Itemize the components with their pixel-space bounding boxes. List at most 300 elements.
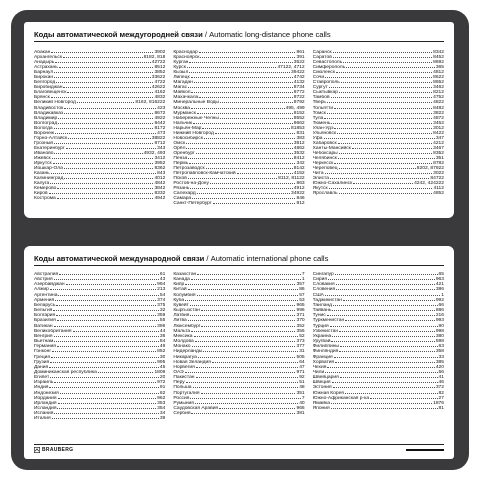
dot-leader	[199, 52, 296, 53]
dialing-code: 54	[159, 292, 166, 298]
dialing-code: 992	[435, 297, 444, 303]
dialing-code: 8112, 81122	[278, 176, 305, 182]
dialing-code: 386	[435, 287, 444, 293]
dialing-code: 374	[157, 297, 166, 303]
location-name: Салехард	[173, 191, 196, 197]
dialing-code: 831	[296, 130, 305, 136]
dot-leader	[188, 158, 293, 159]
dot-leader	[219, 408, 295, 409]
location-name: Аргентина	[34, 292, 58, 298]
dialing-code: 495, 499	[285, 105, 305, 111]
dialing-code: 4132	[293, 80, 305, 86]
brand-logo-icon	[34, 447, 40, 453]
location-name: Южно-Сахалинск	[312, 181, 353, 187]
dot-leader	[186, 143, 293, 144]
location-name: Набережные Челны	[173, 115, 219, 121]
dialing-code: 33	[438, 354, 444, 360]
location-name: Красноярск	[173, 55, 200, 61]
location-name: Грозный	[34, 140, 53, 146]
dot-leader	[55, 300, 156, 301]
location-name: Сочи	[312, 75, 325, 81]
code-row	[313, 191, 444, 196]
location-name: Кувейт	[173, 302, 189, 308]
location-name: Оренбург	[173, 150, 195, 156]
dot-leader	[57, 320, 159, 321]
location-name: Колумбия	[173, 292, 196, 298]
dialing-code: 66	[438, 302, 444, 308]
dialing-code: 8712	[154, 140, 166, 146]
location-name: Рязань	[173, 186, 190, 192]
dot-leader	[53, 310, 159, 311]
dot-leader	[352, 148, 432, 149]
dialing-code: 8672	[154, 110, 166, 116]
dialing-code: 86	[299, 287, 305, 293]
dot-leader	[54, 72, 153, 73]
dot-leader	[49, 193, 154, 194]
dialing-code: 4872	[433, 115, 444, 121]
dialing-code: 3467	[433, 145, 444, 151]
dialing-code: 84	[159, 339, 166, 345]
dialing-code: 46	[438, 380, 444, 386]
location-name: Португалия	[173, 390, 200, 396]
dot-leader	[332, 336, 435, 337]
dialing-code: 44	[159, 328, 166, 334]
dialing-code: 3522	[293, 60, 305, 66]
dialing-code: 962	[157, 395, 166, 401]
dot-leader	[331, 97, 433, 98]
dialing-code: 3022	[433, 171, 444, 177]
dot-leader	[77, 102, 135, 103]
location-name: Румыния	[173, 400, 194, 406]
dot-leader	[60, 393, 159, 394]
dot-leader	[54, 153, 142, 154]
location-name: Мурманск	[173, 110, 196, 116]
dialing-code: 52	[299, 333, 305, 339]
dot-leader	[63, 57, 143, 58]
dialing-code: 4912	[293, 186, 305, 192]
dot-leader	[206, 168, 293, 169]
dialing-code: 48	[299, 385, 305, 391]
page-footer	[34, 444, 444, 455]
location-name: Мексика	[173, 333, 193, 339]
location-name: Молдова	[173, 339, 194, 345]
dot-leader	[67, 92, 153, 93]
location-name: Челябинск	[312, 155, 337, 161]
dialing-code: 61	[159, 272, 166, 277]
location-name: Белгород	[34, 80, 56, 86]
dot-leader	[64, 113, 153, 114]
location-name: Ямайка	[312, 400, 330, 406]
dialing-code: 55	[159, 318, 166, 324]
dialing-code: 8202, 87922	[416, 166, 444, 172]
dot-leader	[188, 320, 296, 321]
dot-leader	[191, 108, 285, 109]
dot-leader	[51, 97, 154, 98]
dialing-code: 3952	[154, 161, 166, 167]
dot-leader	[50, 362, 156, 363]
dialing-code: 1	[301, 277, 305, 283]
dot-leader	[191, 331, 295, 332]
dot-leader	[325, 295, 440, 296]
location-name: Нальчик	[173, 120, 193, 126]
dot-leader	[327, 102, 432, 103]
location-name: Украина	[312, 333, 332, 339]
dialing-code: 1809	[154, 369, 166, 375]
dialing-code: 354	[157, 406, 166, 412]
dialing-code: 8212	[433, 90, 444, 96]
dot-leader	[200, 57, 295, 58]
dot-leader	[201, 326, 295, 327]
code-row	[34, 416, 165, 421]
dot-leader	[50, 377, 159, 378]
dot-leader	[333, 52, 432, 53]
location-name: Иркутск	[34, 161, 52, 167]
location-name: Вьетнам	[34, 339, 54, 345]
location-name: Южно-Африканская р-ка	[312, 395, 370, 401]
dialing-code: 966	[296, 406, 305, 412]
dot-leader	[339, 168, 416, 169]
dot-leader	[196, 367, 298, 368]
location-name: Ватикан	[34, 323, 53, 329]
location-name: Пермь	[173, 161, 189, 167]
dialing-code: 27	[438, 395, 444, 401]
dot-leader	[324, 118, 432, 119]
location-name: Воронеж	[34, 130, 55, 136]
dot-leader	[54, 341, 158, 342]
dot-leader	[189, 72, 290, 73]
location-name: Кызыл	[173, 70, 189, 76]
dialing-code: 372	[435, 385, 444, 391]
location-name: Благовещенск	[34, 90, 67, 96]
dialing-code: 370	[296, 318, 305, 324]
dot-leader	[197, 193, 290, 194]
dot-leader	[327, 315, 435, 316]
dot-leader	[50, 183, 153, 184]
code-row	[34, 196, 165, 201]
location-name: Венгрия	[34, 333, 53, 339]
dialing-code: 4242, 424222	[414, 181, 444, 187]
dialing-code: 8772	[293, 90, 305, 96]
location-name: Никарагуа	[173, 354, 197, 360]
dialing-code: 4922	[154, 115, 166, 121]
location-name: Италия	[34, 416, 51, 422]
dot-leader	[191, 413, 295, 414]
dialing-code: 51	[299, 380, 305, 386]
dialing-code: 36	[159, 333, 166, 339]
location-name: Узбекистан	[312, 328, 339, 334]
dot-leader	[328, 279, 435, 280]
location-name: Монако	[173, 344, 191, 350]
location-name: Азербайджан	[34, 282, 65, 288]
location-name: Турция	[312, 323, 329, 329]
location-name: Горно-Алтайск	[34, 135, 68, 141]
dialing-code: 7	[301, 395, 305, 401]
dot-leader	[57, 188, 153, 189]
dot-leader	[336, 289, 435, 290]
dot-leader	[54, 77, 151, 78]
dialing-code: 90	[438, 323, 444, 329]
dialing-code: 993	[435, 318, 444, 324]
location-name: Новосибирск	[173, 135, 203, 141]
location-name: Севастополь	[312, 60, 343, 66]
dot-leader	[187, 67, 277, 68]
dialing-code: 357	[296, 282, 305, 288]
location-name: Куба	[173, 297, 185, 303]
location-name: Тольятти	[312, 105, 334, 111]
footer-bar	[406, 449, 444, 452]
location-name: Омск	[173, 140, 186, 146]
dot-leader	[54, 382, 156, 383]
dialing-code: 995	[157, 359, 166, 365]
dot-leader	[336, 284, 435, 285]
dialing-code: 33622	[151, 75, 166, 81]
dialing-code: 3852	[154, 70, 166, 76]
location-name: Чита	[312, 171, 324, 177]
dialing-code: 353	[157, 400, 166, 406]
dot-leader	[54, 326, 157, 327]
dot-leader	[197, 113, 293, 114]
dot-leader	[331, 403, 432, 404]
dialing-code: 380	[435, 333, 444, 339]
dot-leader	[64, 178, 153, 179]
location-name: Псков	[173, 176, 187, 182]
dialing-code: 4862	[293, 145, 305, 151]
location-name: Бразилия	[34, 318, 56, 324]
dialing-code: 351	[435, 155, 444, 161]
dot-leader	[57, 198, 154, 199]
dot-leader	[202, 128, 290, 129]
dialing-code: 4752	[433, 95, 444, 101]
dot-leader	[54, 128, 154, 129]
location-name: Индонезия	[34, 390, 59, 396]
dialing-code: 421	[435, 282, 444, 288]
location-name: Вологда	[34, 125, 53, 131]
dialing-code: 4812	[433, 70, 444, 76]
location-name: Австралия	[34, 272, 59, 277]
location-name: Норвегия	[173, 364, 195, 370]
dialing-code: 45	[159, 364, 166, 370]
location-name: Туркменистан	[312, 318, 345, 324]
dot-leader	[201, 393, 296, 394]
location-name: Сингапур	[312, 272, 334, 277]
location-name: Польша	[173, 385, 192, 391]
dot-leader	[188, 178, 277, 179]
location-name: Казань	[34, 171, 50, 177]
dot-leader	[341, 82, 432, 83]
dot-leader	[353, 183, 413, 184]
location-name: Самара	[173, 196, 192, 202]
dialing-code: 41	[438, 375, 444, 381]
location-name: Барнаул	[34, 70, 54, 76]
location-name: Финляндия	[312, 349, 339, 355]
location-name: Магадан	[173, 80, 193, 86]
dot-leader	[194, 82, 293, 83]
location-name: Словакия	[312, 282, 335, 288]
dialing-code: 4162	[154, 90, 166, 96]
domestic-column-2	[173, 50, 304, 206]
dot-leader	[56, 305, 156, 306]
dialing-code: 8182, 818	[143, 55, 166, 61]
dialing-code: 65	[438, 272, 444, 277]
dialing-code: 30	[159, 354, 166, 360]
dot-leader	[57, 408, 156, 409]
dialing-code: 216	[435, 313, 444, 319]
dot-leader	[58, 398, 157, 399]
domestic-columns	[34, 50, 444, 206]
dialing-code: 385	[435, 359, 444, 365]
location-name: Петрозаводск	[173, 166, 205, 172]
location-name: Новая Зеландия	[173, 359, 211, 365]
location-name: Тула	[312, 115, 324, 121]
dialing-code: 8352	[433, 150, 444, 156]
location-name: Липецк	[173, 75, 190, 81]
location-name: Чехия	[312, 364, 327, 370]
location-name: Махачкала	[173, 95, 199, 101]
location-name: Сыктывкар	[312, 90, 338, 96]
dialing-code: 3532	[293, 150, 305, 156]
location-name: Доминиканская республика	[34, 369, 97, 375]
dialing-code: 375	[157, 302, 166, 308]
dialing-code: 996	[296, 308, 305, 314]
dot-leader	[50, 289, 156, 290]
dialing-code: 8782	[433, 161, 444, 167]
dot-leader	[73, 331, 159, 332]
dot-leader	[195, 403, 298, 404]
location-name: Армения	[34, 297, 55, 303]
location-name: Симферополь	[312, 65, 346, 71]
dialing-code: 49	[159, 344, 166, 350]
dialing-code: 47	[299, 364, 305, 370]
dialing-code: 3452	[433, 120, 444, 126]
dot-leader	[98, 372, 154, 373]
international-section-title	[34, 254, 444, 266]
location-name: Таджикистан	[312, 297, 342, 303]
dialing-code: 971	[296, 369, 305, 375]
location-name: Австрия	[34, 277, 53, 283]
dot-leader	[338, 158, 435, 159]
dot-leader	[333, 387, 435, 388]
dot-leader	[58, 403, 157, 404]
dialing-code: 4722	[154, 80, 166, 86]
location-name: Нижний Новгород	[173, 130, 214, 136]
dialing-code: 965	[296, 302, 305, 308]
dialing-code: 373	[296, 339, 305, 345]
location-name: Швеция	[312, 380, 331, 386]
dot-leader	[186, 382, 299, 383]
dot-leader	[201, 310, 296, 311]
dot-leader	[64, 108, 156, 109]
dialing-code: 8332	[154, 191, 166, 197]
location-name: Тамбов	[312, 95, 330, 101]
dot-leader	[191, 92, 292, 93]
dialing-code: 8512	[154, 65, 166, 71]
dialing-code: 994	[157, 282, 166, 288]
location-name: Саудовская Аравия	[173, 406, 219, 412]
dialing-code: 8152	[293, 110, 305, 116]
dot-leader	[345, 320, 435, 321]
location-name: Великобритания	[34, 328, 72, 334]
location-name: Майкоп	[173, 90, 191, 96]
location-name: Петропавловск-Камчатский	[173, 171, 236, 177]
dot-leader	[336, 72, 432, 73]
dialing-code: 53	[299, 297, 305, 303]
dot-leader	[335, 362, 435, 363]
location-name: Литва	[173, 318, 187, 324]
location-name: Саратов	[312, 55, 332, 61]
dot-leader	[196, 153, 293, 154]
domestic-column-1	[34, 50, 165, 206]
dot-leader	[54, 413, 158, 414]
dialing-code: 8342	[433, 50, 444, 55]
dot-leader	[57, 346, 159, 347]
location-name: Словения	[312, 287, 336, 293]
dialing-code: 20	[159, 375, 166, 381]
location-name: Люксембург	[173, 323, 201, 329]
dialing-code: 852	[157, 349, 166, 355]
dialing-code: 352	[296, 323, 305, 329]
location-name: Курган	[173, 60, 189, 66]
location-name: Филиппины	[312, 344, 339, 350]
dialing-code: 8692	[433, 60, 444, 66]
dialing-code: 42622	[151, 85, 166, 91]
dot-leader	[198, 357, 296, 358]
dialing-code: 8622	[433, 75, 444, 81]
dot-leader	[188, 87, 293, 88]
dialing-code: 3822	[433, 110, 444, 116]
location-name: Мальта	[173, 328, 191, 334]
code-row	[173, 411, 304, 416]
dot-leader	[51, 52, 153, 53]
dialing-code: 371	[296, 313, 305, 319]
dialing-code: 8412	[293, 155, 305, 161]
dialing-code: 347	[435, 135, 444, 141]
dot-leader	[58, 295, 158, 296]
dialing-code: 8362	[154, 166, 166, 172]
location-name: Ульяновск	[312, 130, 337, 136]
dialing-code: 3462	[433, 85, 444, 91]
dot-leader	[193, 387, 299, 388]
dot-leader	[190, 398, 301, 399]
domestic-title-en: / Automatic long-distance phone calls	[204, 30, 331, 39]
dialing-code: 81	[438, 406, 444, 412]
location-name: Брянск	[34, 95, 50, 101]
location-name: Екатеринбург	[34, 145, 65, 151]
dialing-code: 8662	[293, 120, 305, 126]
dialing-code: 886	[435, 308, 444, 314]
location-name: Болгария	[34, 313, 56, 319]
dot-leader	[186, 148, 292, 149]
location-name: Египет	[34, 375, 50, 381]
dot-leader	[55, 133, 156, 134]
dot-leader	[191, 77, 293, 78]
dialing-code: 4742	[293, 75, 305, 81]
dialing-code: 4822	[433, 100, 444, 106]
dialing-code: 4212	[433, 140, 444, 146]
dialing-code: 505	[296, 354, 305, 360]
dialing-code: 423	[157, 105, 166, 111]
location-name: Владивосток	[34, 105, 64, 111]
location-name: Иордания	[34, 395, 57, 401]
dot-leader	[334, 357, 438, 358]
location-name: Краснодар	[173, 50, 198, 55]
dialing-code: 356	[296, 328, 305, 334]
location-name: Исландия	[34, 406, 57, 412]
dot-leader	[346, 67, 435, 68]
location-name: Япония	[312, 406, 330, 412]
dot-leader	[190, 315, 295, 316]
dialing-code: 861	[296, 50, 305, 55]
dot-leader	[196, 377, 299, 378]
